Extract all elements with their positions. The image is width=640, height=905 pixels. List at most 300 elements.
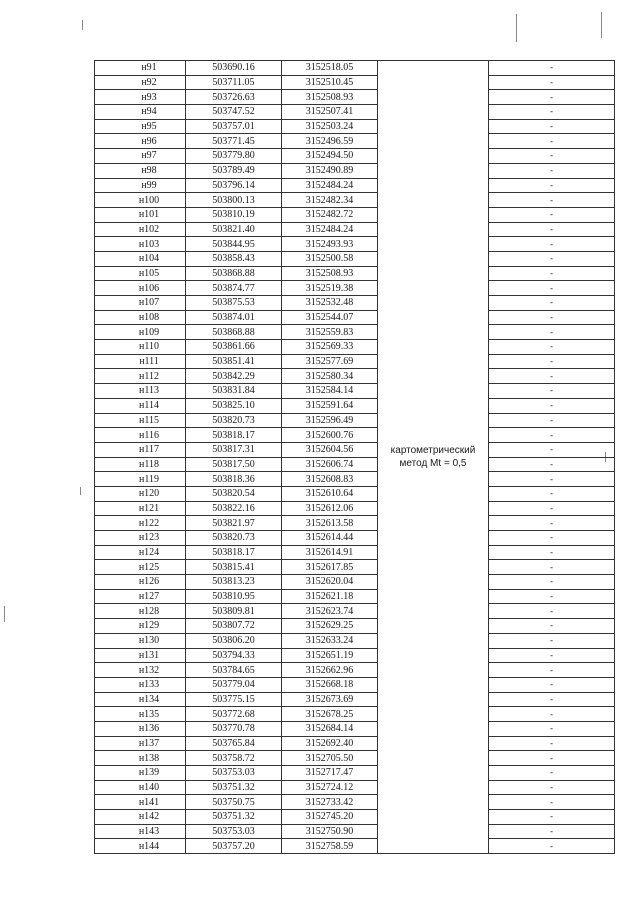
- error-cell: -: [489, 707, 615, 722]
- y-coordinate-cell: 3152662.96: [282, 663, 378, 678]
- x-coordinate-cell: 503851.41: [186, 354, 282, 369]
- error-cell: -: [489, 501, 615, 516]
- x-coordinate-cell: 503831.84: [186, 384, 282, 399]
- table-row: [95, 163, 615, 178]
- y-coordinate-cell: 3152507.41: [282, 105, 378, 120]
- point-id-cell: [95, 633, 186, 648]
- table-row: [95, 619, 615, 634]
- point-id-cell: [95, 721, 186, 736]
- table-row: [95, 780, 615, 795]
- error-cell: -: [489, 75, 615, 90]
- scan-artifact: [80, 487, 81, 495]
- y-coordinate-cell: 3152673.69: [282, 692, 378, 707]
- x-coordinate-cell: 503770.78: [186, 721, 282, 736]
- table-row: [95, 457, 615, 472]
- x-coordinate-cell: 503750.75: [186, 795, 282, 810]
- table-row: [95, 134, 615, 149]
- x-coordinate-cell: 503820.54: [186, 486, 282, 501]
- y-coordinate-cell: 3152717.47: [282, 766, 378, 781]
- point-id: н94: [141, 106, 157, 118]
- y-coordinate-cell: 3152629.25: [282, 619, 378, 634]
- error-cell: -: [489, 531, 615, 546]
- point-id-cell: [95, 281, 186, 296]
- y-coordinate-cell: 3152678.25: [282, 707, 378, 722]
- point-id: н93: [141, 91, 157, 103]
- point-id: н107: [138, 297, 160, 309]
- point-id: н126: [138, 576, 160, 588]
- x-coordinate-cell: 503775.15: [186, 692, 282, 707]
- point-id-cell: [95, 604, 186, 619]
- error-cell: -: [489, 457, 615, 472]
- table-row: [95, 677, 615, 692]
- point-id: н100: [138, 194, 160, 206]
- point-id-cell: [95, 340, 186, 355]
- point-id: н111: [139, 356, 159, 368]
- point-id: н110: [139, 341, 159, 353]
- table-row: [95, 369, 615, 384]
- error-cell: -: [489, 428, 615, 443]
- y-coordinate-cell: 3152612.06: [282, 501, 378, 516]
- point-id: н96: [141, 135, 157, 147]
- point-id-cell: [95, 619, 186, 634]
- y-coordinate-cell: 3152613.58: [282, 516, 378, 531]
- error-cell: -: [489, 721, 615, 736]
- point-id-cell: [95, 545, 186, 560]
- error-cell: -: [489, 692, 615, 707]
- y-coordinate-cell: 3152750.90: [282, 824, 378, 839]
- x-coordinate-cell: 503690.16: [186, 61, 282, 76]
- x-coordinate-cell: 503868.88: [186, 266, 282, 281]
- x-coordinate-cell: 503757.20: [186, 839, 282, 854]
- x-coordinate-cell: 503821.40: [186, 222, 282, 237]
- y-coordinate-cell: 3152490.89: [282, 163, 378, 178]
- x-coordinate-cell: 503861.66: [186, 340, 282, 355]
- error-cell: -: [489, 472, 615, 487]
- point-id-cell: [95, 296, 186, 311]
- table-row: [95, 707, 615, 722]
- point-id: н108: [138, 312, 160, 324]
- x-coordinate-cell: 503807.72: [186, 619, 282, 634]
- point-id-cell: [95, 472, 186, 487]
- y-coordinate-cell: 3152614.91: [282, 545, 378, 560]
- x-coordinate-cell: 503779.04: [186, 677, 282, 692]
- error-cell: -: [489, 839, 615, 854]
- scan-artifact: [601, 12, 602, 38]
- error-cell: -: [489, 310, 615, 325]
- x-coordinate-cell: 503784.65: [186, 663, 282, 678]
- y-coordinate-cell: 3152604.56: [282, 442, 378, 457]
- x-coordinate-cell: 503753.03: [186, 766, 282, 781]
- y-coordinate-cell: 3152544.07: [282, 310, 378, 325]
- x-coordinate-cell: 503809.81: [186, 604, 282, 619]
- point-id: н116: [139, 429, 159, 441]
- table-row: [95, 824, 615, 839]
- table-row: [95, 589, 615, 604]
- y-coordinate-cell: 3152758.59: [282, 839, 378, 854]
- point-id-cell: [95, 222, 186, 237]
- scan-artifact: [82, 20, 83, 30]
- point-id: н143: [138, 826, 160, 838]
- point-id-cell: [95, 178, 186, 193]
- x-coordinate-cell: 503810.95: [186, 589, 282, 604]
- x-coordinate-cell: 503800.13: [186, 193, 282, 208]
- y-coordinate-cell: 3152518.05: [282, 61, 378, 76]
- y-coordinate-cell: 3152532.48: [282, 296, 378, 311]
- scan-artifact: [4, 606, 5, 622]
- y-coordinate-cell: 3152591.64: [282, 398, 378, 413]
- y-coordinate-cell: 3152623.74: [282, 604, 378, 619]
- x-coordinate-cell: 503806.20: [186, 633, 282, 648]
- y-coordinate-cell: 3152493.93: [282, 237, 378, 252]
- point-id-cell: [95, 428, 186, 443]
- y-coordinate-cell: 3152559.83: [282, 325, 378, 340]
- x-coordinate-cell: 503874.77: [186, 281, 282, 296]
- table-row: [95, 751, 615, 766]
- point-id: н141: [138, 796, 160, 808]
- error-cell: -: [489, 751, 615, 766]
- y-coordinate-cell: 3152484.24: [282, 178, 378, 193]
- point-id-cell: [95, 560, 186, 575]
- error-cell: -: [489, 90, 615, 105]
- point-id-cell: [95, 251, 186, 266]
- table-row: [95, 251, 615, 266]
- coordinates-table: [94, 60, 615, 854]
- point-id: н120: [138, 488, 160, 500]
- error-cell: -: [489, 178, 615, 193]
- x-coordinate-cell: 503821.97: [186, 516, 282, 531]
- point-id-cell: [95, 266, 186, 281]
- error-cell: -: [489, 325, 615, 340]
- table-row: [95, 721, 615, 736]
- point-id: н135: [138, 708, 160, 720]
- point-id-cell: [95, 692, 186, 707]
- table-row: [95, 193, 615, 208]
- error-cell: -: [489, 604, 615, 619]
- point-id-cell: [95, 325, 186, 340]
- x-coordinate-cell: 503726.63: [186, 90, 282, 105]
- point-id: н132: [138, 664, 160, 676]
- x-coordinate-cell: 503820.73: [186, 531, 282, 546]
- table-row: [95, 501, 615, 516]
- point-id: н98: [141, 165, 157, 177]
- point-id-cell: [95, 442, 186, 457]
- point-id: н138: [138, 752, 160, 764]
- x-coordinate-cell: 503772.68: [186, 707, 282, 722]
- table-row: [95, 795, 615, 810]
- point-id: н144: [138, 840, 160, 852]
- table-row: [95, 119, 615, 134]
- point-id-cell: [95, 105, 186, 120]
- table-row: [95, 486, 615, 501]
- y-coordinate-cell: 3152494.50: [282, 149, 378, 164]
- point-id-cell: [95, 398, 186, 413]
- y-coordinate-cell: 3152482.34: [282, 193, 378, 208]
- table-row: [95, 736, 615, 751]
- point-id: н129: [138, 620, 160, 632]
- x-coordinate-cell: 503771.45: [186, 134, 282, 149]
- error-cell: -: [489, 251, 615, 266]
- y-coordinate-cell: 3152610.64: [282, 486, 378, 501]
- y-coordinate-cell: 3152500.58: [282, 251, 378, 266]
- error-cell: -: [489, 340, 615, 355]
- error-cell: -: [489, 589, 615, 604]
- error-cell: -: [489, 61, 615, 76]
- table-row: [95, 531, 615, 546]
- point-id-cell: [95, 75, 186, 90]
- point-id: н125: [138, 561, 160, 573]
- table-row: [95, 354, 615, 369]
- x-coordinate-cell: 503844.95: [186, 237, 282, 252]
- table-row: [95, 222, 615, 237]
- error-cell: -: [489, 237, 615, 252]
- point-id-cell: [95, 677, 186, 692]
- y-coordinate-cell: 3152692.40: [282, 736, 378, 751]
- x-coordinate-cell: 503818.36: [186, 472, 282, 487]
- point-id-cell: [95, 575, 186, 590]
- y-coordinate-cell: 3152733.42: [282, 795, 378, 810]
- point-id-cell: [95, 90, 186, 105]
- error-cell: -: [489, 766, 615, 781]
- table-row: [95, 149, 615, 164]
- y-coordinate-cell: 3152620.04: [282, 575, 378, 590]
- y-coordinate-cell: 3152510.45: [282, 75, 378, 90]
- table-row: [95, 207, 615, 222]
- x-coordinate-cell: 503753.03: [186, 824, 282, 839]
- point-id: н101: [138, 209, 160, 221]
- point-id-cell: [95, 516, 186, 531]
- table-row: [95, 604, 615, 619]
- error-cell: -: [489, 163, 615, 178]
- point-id-cell: [95, 663, 186, 678]
- x-coordinate-cell: 503825.10: [186, 398, 282, 413]
- y-coordinate-cell: 3152745.20: [282, 810, 378, 825]
- table-row: [95, 61, 615, 76]
- point-id: н124: [138, 547, 160, 559]
- table-row: [95, 296, 615, 311]
- y-coordinate-cell: 3152684.14: [282, 721, 378, 736]
- point-id-cell: [95, 751, 186, 766]
- point-id-cell: [95, 780, 186, 795]
- point-id-cell: [95, 163, 186, 178]
- error-cell: -: [489, 266, 615, 281]
- x-coordinate-cell: 503817.31: [186, 442, 282, 457]
- point-id: н104: [138, 253, 160, 265]
- point-id: н130: [138, 635, 160, 647]
- y-coordinate-cell: 3152508.93: [282, 266, 378, 281]
- point-id: н122: [138, 517, 160, 529]
- point-id-cell: [95, 457, 186, 472]
- x-coordinate-cell: 503874.01: [186, 310, 282, 325]
- error-cell: -: [489, 516, 615, 531]
- x-coordinate-cell: 503747.52: [186, 105, 282, 120]
- y-coordinate-cell: 3152596.49: [282, 413, 378, 428]
- table-row: [95, 442, 615, 457]
- y-coordinate-cell: 3152503.24: [282, 119, 378, 134]
- table-row: [95, 90, 615, 105]
- x-coordinate-cell: 503868.88: [186, 325, 282, 340]
- x-coordinate-cell: 503779.80: [186, 149, 282, 164]
- y-coordinate-cell: 3152577.69: [282, 354, 378, 369]
- error-cell: -: [489, 193, 615, 208]
- point-id-cell: [95, 766, 186, 781]
- table-row: [95, 663, 615, 678]
- table-row: [95, 692, 615, 707]
- scan-artifact: [516, 14, 517, 42]
- x-coordinate-cell: 503858.43: [186, 251, 282, 266]
- error-cell: -: [489, 296, 615, 311]
- table-row: [95, 75, 615, 90]
- error-cell: -: [489, 281, 615, 296]
- error-cell: -: [489, 795, 615, 810]
- point-id-cell: [95, 413, 186, 428]
- point-id-cell: [95, 149, 186, 164]
- y-coordinate-cell: 3152600.76: [282, 428, 378, 443]
- x-coordinate-cell: 503794.33: [186, 648, 282, 663]
- point-id-cell: [95, 810, 186, 825]
- error-cell: -: [489, 575, 615, 590]
- point-id: н121: [138, 502, 160, 514]
- x-coordinate-cell: 503757.01: [186, 119, 282, 134]
- y-coordinate-cell: 3152724.12: [282, 780, 378, 795]
- point-id-cell: [95, 237, 186, 252]
- point-id: н109: [138, 326, 160, 338]
- method-cell: картометрический метод Mt = 0,5: [378, 61, 489, 854]
- point-id: н113: [139, 385, 159, 397]
- point-id: н131: [138, 649, 160, 661]
- table-row: [95, 839, 615, 854]
- point-id: н118: [139, 458, 159, 470]
- table-row: [95, 766, 615, 781]
- table-row: [95, 178, 615, 193]
- point-id: н139: [138, 767, 160, 779]
- table-row: [95, 413, 615, 428]
- point-id: н134: [138, 693, 160, 705]
- table-row: [95, 310, 615, 325]
- y-coordinate-cell: 3152651.19: [282, 648, 378, 663]
- point-id-cell: [95, 207, 186, 222]
- error-cell: -: [489, 824, 615, 839]
- y-coordinate-cell: 3152617.85: [282, 560, 378, 575]
- point-id-cell: [95, 134, 186, 149]
- point-id: н106: [138, 282, 160, 294]
- x-coordinate-cell: 503711.05: [186, 75, 282, 90]
- table-row: [95, 428, 615, 443]
- x-coordinate-cell: 503765.84: [186, 736, 282, 751]
- error-cell: -: [489, 119, 615, 134]
- point-id-cell: [95, 531, 186, 546]
- table-row: [95, 516, 615, 531]
- point-id: н127: [138, 591, 160, 603]
- x-coordinate-cell: 503822.16: [186, 501, 282, 516]
- point-id-cell: [95, 736, 186, 751]
- point-id-cell: [95, 486, 186, 501]
- table-row: [95, 384, 615, 399]
- error-cell: -: [489, 354, 615, 369]
- error-cell: -: [489, 105, 615, 120]
- point-id: н119: [139, 473, 159, 485]
- table-row: [95, 325, 615, 340]
- x-coordinate-cell: 503820.73: [186, 413, 282, 428]
- error-cell: -: [489, 545, 615, 560]
- error-cell: -: [489, 413, 615, 428]
- point-id: н117: [139, 444, 159, 456]
- table-row: [95, 340, 615, 355]
- point-id-cell: [95, 648, 186, 663]
- point-id-cell: [95, 354, 186, 369]
- x-coordinate-cell: 503813.23: [186, 575, 282, 590]
- error-cell: -: [489, 442, 615, 457]
- point-id-cell: [95, 707, 186, 722]
- y-coordinate-cell: 3152484.24: [282, 222, 378, 237]
- y-coordinate-cell: 3152580.34: [282, 369, 378, 384]
- x-coordinate-cell: 503818.17: [186, 428, 282, 443]
- x-coordinate-cell: 503758.72: [186, 751, 282, 766]
- y-coordinate-cell: 3152606.74: [282, 457, 378, 472]
- point-id: н102: [138, 223, 160, 235]
- y-coordinate-cell: 3152668.18: [282, 677, 378, 692]
- error-cell: -: [489, 384, 615, 399]
- table-row: [95, 575, 615, 590]
- table-row: [95, 472, 615, 487]
- point-id: н136: [138, 723, 160, 735]
- point-id-cell: [95, 824, 186, 839]
- y-coordinate-cell: 3152496.59: [282, 134, 378, 149]
- x-coordinate-cell: 503817.50: [186, 457, 282, 472]
- y-coordinate-cell: 3152614.44: [282, 531, 378, 546]
- point-id: н133: [138, 679, 160, 691]
- table-row: [95, 281, 615, 296]
- point-id-cell: [95, 589, 186, 604]
- point-id: н114: [139, 400, 159, 412]
- x-coordinate-cell: 503789.49: [186, 163, 282, 178]
- x-coordinate-cell: 503751.32: [186, 810, 282, 825]
- y-coordinate-cell: 3152621.18: [282, 589, 378, 604]
- error-cell: -: [489, 369, 615, 384]
- coordinates-table-body: [95, 61, 615, 854]
- table-row: [95, 545, 615, 560]
- error-cell: -: [489, 736, 615, 751]
- point-id: н97: [141, 150, 157, 162]
- table-row: [95, 633, 615, 648]
- point-id-cell: [95, 310, 186, 325]
- error-cell: -: [489, 619, 615, 634]
- table-row: [95, 237, 615, 252]
- point-id-cell: [95, 795, 186, 810]
- x-coordinate-cell: 503815.41: [186, 560, 282, 575]
- y-coordinate-cell: 3152569.33: [282, 340, 378, 355]
- point-id: н99: [141, 179, 157, 191]
- point-id: н137: [138, 737, 160, 749]
- x-coordinate-cell: 503796.14: [186, 178, 282, 193]
- table-row: [95, 810, 615, 825]
- y-coordinate-cell: 3152482.72: [282, 207, 378, 222]
- error-cell: -: [489, 486, 615, 501]
- point-id: н91: [141, 62, 157, 74]
- point-id: н123: [138, 532, 160, 544]
- table-row: [95, 398, 615, 413]
- point-id-cell: [95, 501, 186, 516]
- point-id-cell: [95, 119, 186, 134]
- point-id: н95: [141, 121, 157, 133]
- point-id-cell: [95, 384, 186, 399]
- point-id-cell: [95, 839, 186, 854]
- x-coordinate-cell: 503875.53: [186, 296, 282, 311]
- y-coordinate-cell: 3152519.38: [282, 281, 378, 296]
- point-id-cell: [95, 193, 186, 208]
- y-coordinate-cell: 3152633.24: [282, 633, 378, 648]
- point-id: н140: [138, 782, 160, 794]
- error-cell: -: [489, 663, 615, 678]
